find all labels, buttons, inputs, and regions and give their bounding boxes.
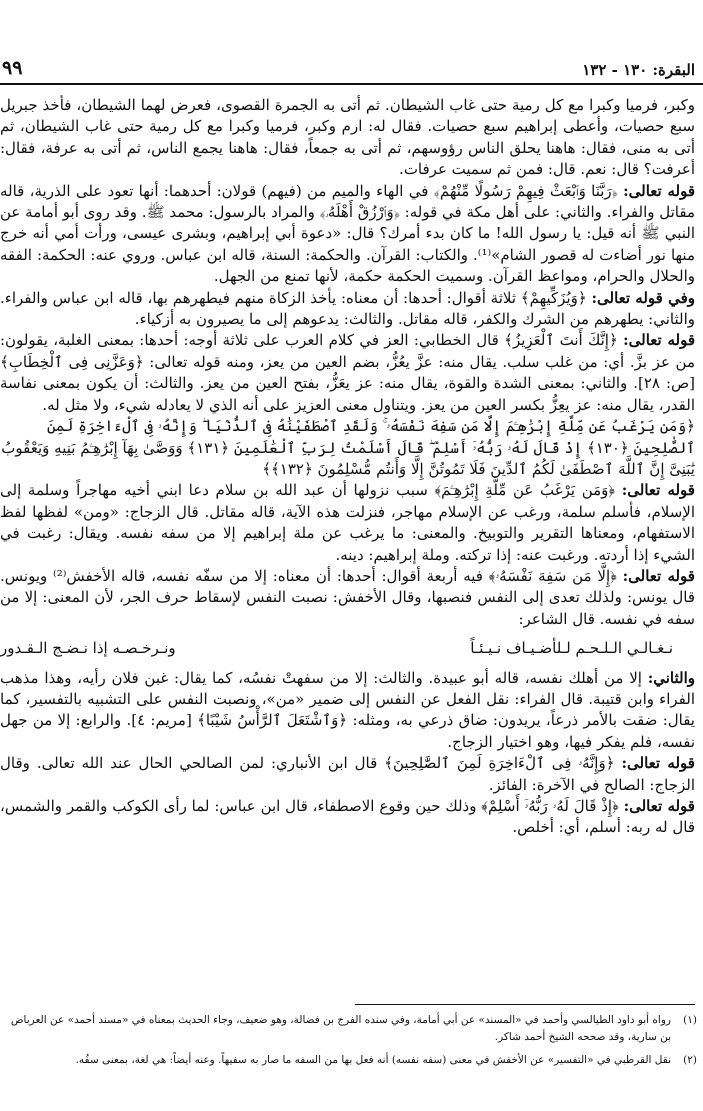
poem-verse [0, 630, 695, 667]
paragraph-3-text: ﴿وَيُزَكِّيهِمْ﴾ ثلاثة أقوال: أحدها: أن معناه: يأخذ الزكاة منهم فيطهرهم بها، قاله ابن عباس والفراء. والثاني: يطهرهم من الشرك والكفر، قاله مقاتل. والثالث: يدعوهم إلى ما يصيرون به أزكياء. [0, 288, 695, 329]
paragraph-5 [0, 480, 695, 566]
footnote-rule [355, 1004, 695, 1005]
paragraph-7-lead: والثاني: [647, 668, 695, 687]
paragraph-6-lead: قوله تعالى: [622, 566, 695, 585]
paragraph-4 [0, 330, 695, 416]
paragraph-6-text: ﴿إِلَّا مَن سَفِهَ نَفْسَهُۥ﴾ فيه أربعة أقوال: أحدها: أن معناه: إلا من سفّه نفسه، قاله الأخفش⁽²⁾ ويونس. قال يونس: ولذلك تعدى إلى النفس فنصبها، وقال الأخفش: نصبت النفس لإسقاط حرف الجر، لأن المعنى: إلا من سفه في نفسه. قال الشاعر: [0, 566, 695, 628]
footnote-1-text: رواه أبو داود الطيالسي وأحمد في «المسند» عن أبي أمامة، وفي سنده الفرج بن فضالة، وهو ضعيف، وجاء الحديث بمعناه في «مسند أحمد» عن العرباض بن سارية، وقد صححه الشيخ أحمد شاكر. [10, 1014, 671, 1043]
paragraph-8-text: ﴿وَإِنَّهُۥ فِى ٱلْءَاخِرَةِ لَمِنَ ٱلصَّٰلِحِينَ﴾ قال ابن الأنباري: لمن الصالحي الحال عند الله تعالى. وقال الزجاج: الصالح في الآخرة: الفائز. [0, 754, 695, 794]
header-rule [0, 83, 703, 85]
paragraph-5-text: ﴿وَمَن يَرْغَبُ عَن مِّلَّةِ إِبْرَٰهِـۧمَ﴾ سبب نزولها أن عبد الله بن سلام دعا ابني أخيه مهاجراً وسلمة إلى الإسلام، فأسلم سلمة، ورغب عن الإسلام مهاجر، فنزلت هذه الآية، قاله مقاتل. قال الزجاج: «ومن» لفظها لفظ الاستفهام، ومعناها التقرير والتوبيخ. والمعنى: ما يرغب عن ملة إبراهيم إلا من سفه نفسه. ويقال: رغبت في الشيء إذا أردته. ورغبت عنه: إذا تركته. وملة إبراهيم: دينه. [0, 481, 695, 564]
paragraph-9-text: ﴿إِذْ قَالَ لَهُۥ رَبُّهُۥٓ أَسْلِمْ﴾ وذلك حين وقوع الاصطفاء، قال ابن عباس: لما رأى الكوكب والقمر والشمس، قال له ربه: أسلم، أي: أخلص. [0, 797, 695, 837]
paragraph-2-lead: قوله تعالى: [623, 181, 695, 200]
page-header [0, 55, 703, 85]
footnote-2-number: (٢) [683, 1054, 697, 1066]
paragraph-7 [0, 668, 695, 754]
footnote-2-text: نقل القرطبي في «التفسير» عن الأخفش في معنى (سفه نفسه) أنه فعل بها من السفه ما صار به سفيهاً. وعنه أيضاً: هي لغة، بمعنى سفُه. [75, 1054, 671, 1066]
paragraph-9-lead: قوله تعالى: [623, 797, 695, 815]
footnotes [0, 1012, 697, 1075]
paragraph-2-text: ﴿رَبَّنَا وَٱبْعَثْ فِيهِمْ رَسُولًا مِّنْهُمْ﴾ في الهاء والميم من (فيهم) قولان: أحدهما: أنها تعود على الذرية، قاله مقاتل والفراء. والثاني: على أهل مكة في قوله: ﴿وَٱرْزُقْ أَهْلَهُۥ﴾ والمراد بالرسول: محمد ﷺ. وقد روى أبو أمامة عن النبي ﷺ أنه قيل: يا رسول الله! ما كان بدء أمرك؟ قال: «دعوة أبي إبراهيم، وبشرى عيسى، ورأت أمي أنه خرج منها نور أضاءت له قصور الشام»⁽¹⁾. والكتاب: القرآن. والحكمة: السنة، قاله ابن عباس. وروي عنه: الحكمة: الفقه والحلال والحرام، ومواعظ القرآن. وسميت الحكمة حكمة، لأنها تمنع من الجهل. [0, 181, 695, 286]
page-number: ٩٩ [2, 57, 23, 79]
paragraph-1: وكبر، فرميا وكبرا مع كل رمية حتى غاب الشيطان. ثم أتى به الجمرة القصوى، فعرض لهما الشيطان، فأخذ جبريل سبع حصيات، وأعطى إبراهيم سبع حصيات. فقال له: ارم وكبر، فرميا وكبرا مع كل رمية حتى غاب الشيطان، ثم أتى به منى، فقال: هاهنا يحلق الناس رؤوسهم، ثم أتى به جمعاً، فقال: هاهنا يجمع الناس، ثم أتى به عرفة، فقال: أعرفت؟ قال: نعم. قال: فمن ثم سميت عرفات. [0, 96, 695, 179]
paragraph-3 [0, 288, 695, 331]
paragraph-8 [0, 753, 695, 796]
paragraph-4-text: ﴿إِنَّكَ أَنتَ ٱلْعَزِيزُ﴾ قال الخطابي: العز في كلام العرب على ثلاثة أوجه: أحدها: بمعنى الغلبة، يقولون: من عز بزَّ. أي: من غلب سلب. يقال منه: عزَّ يعُزُّ، بضم العين من يعز، ومنه قوله تعالى: ﴿وَعَزَّنِى فِى ٱلْخِطَابِ﴾ [ص: ٢٨]. والثاني: بمعنى الشدة والقوة، يقال منه: عز يعَزُّ، بفتح العين من يعز. والثالث: أن يكون بمعنى نفاسة القدر، يقال منه: عز يعِزُّ بكسر العين من يعز. ويتناول معنى العزيز على أنه الذي لا يعادله شيء، ولا مثل له. [0, 331, 695, 414]
paragraph-2 [0, 181, 695, 288]
footnote-1 [0, 1012, 697, 1046]
paragraph-7-text: إلا من أهلك نفسه، قاله أبو عبيدة. والثالث: إلا من سفهتْ نفسُه، كما يقال: غبن فلان رأيه، وهذا مذهب الفراء وابن قتيبة. قال الفراء: نقل الفعل عن النفس إلى ضمير «من»، ونصبت النفس على التشبيه بالتفسير، كما يقال: ضقت بالأمر ذرعاً، يريدون: ضاق ذرعي به، ومثله: ﴿وَٱشْتَعَلَ ٱلرَّأْسُ شَيْبًا﴾ [مريم: ٤]. والرابع: إلا من جهل نفسه، فلم يفكر فيها، وهو اختيار الزجاج. [0, 668, 695, 751]
paragraph-3-lead: وفي قوله تعالى: [591, 288, 695, 307]
paragraph-6 [0, 566, 695, 630]
paragraph-4-lead: قوله تعالى: [623, 331, 695, 350]
quran-verses: ﴿وَمَن يَرْغَبُ عَن مِّلَّةِ إِبْرَٰهِـۧمَ إِلَّا مَن سَفِهَ نَفْسَهُۥ ۚ وَلَقَدِ ٱصْطَفَيْنَٰهُ فِى ٱلدُّنْيَا ۖ وَإِنَّهُۥ فِى ٱلْءَاخِرَةِ لَمِنَ ٱلصَّٰلِحِينَ ﴿١٣٠﴾ إِذْ قَالَ لَهُۥ رَبُّهُۥٓ أَسْلِمْ ۖ قَالَ أَسْلَمْتُ لِرَبِّ ٱلْعَٰلَمِينَ ﴿١٣١﴾ وَوَصَّىٰ بِهَآ إِبْرَٰهِـۧمُ بَنِيهِ وَيَعْقُوبُ يَٰبَنِىَّ إِنَّ ٱللَّهَ ٱصْطَفَىٰ لَكُمُ ٱلدِّينَ فَلَا تَمُوتُنَّ إِلَّا وَأَنتُم مُّسْلِمُونَ ﴿١٣٢﴾﴾ [1, 417, 695, 478]
paragraph-5-lead: قوله تعالى: [621, 481, 695, 500]
footnote-2 [0, 1052, 697, 1069]
paragraph-8-lead: قوله تعالى: [621, 754, 695, 773]
running-title: البقرة: ١٣٠ - ١٣٢ [582, 61, 695, 79]
paragraph-9 [0, 796, 695, 839]
poem-first-hemistich: نـغـالـي الـلـحـم لـلأضـيـاف نـيـئـاً [470, 639, 673, 658]
main-text [0, 95, 695, 839]
footnote-1-number: (١) [683, 1014, 697, 1026]
poem-second-hemistich: ونـرخـصـه إذا نـضـج الـقـدور [0, 639, 176, 658]
